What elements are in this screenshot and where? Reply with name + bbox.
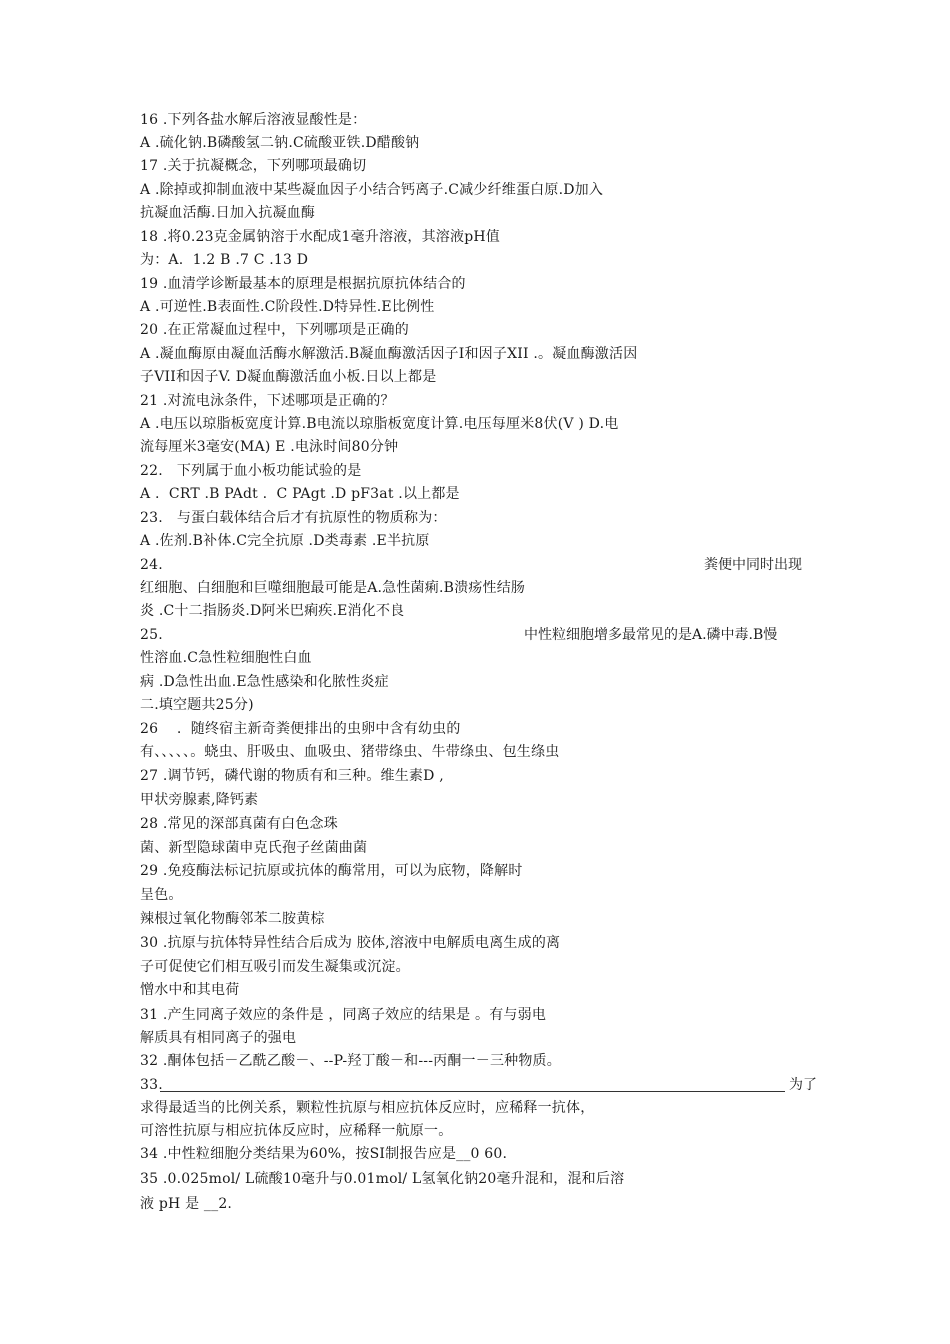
q30-answer: 憎水中和其电荷 <box>140 982 240 998</box>
q17-options: A .除掉或抑制血液中某些凝血因子小结合钙离子.C减少纤维蛋白原.D加入 <box>140 182 604 198</box>
q16-options: A .硫化钠.B磷酸氢二钠.C硫酸亚铁.D醋酸钠 <box>140 135 420 151</box>
q22-stem: 22. 下列属于血小板功能试验的是 <box>140 463 362 479</box>
q23-options: A .佐剂.B补体.C完全抗原 .D类毒素 .E半抗原 <box>140 533 430 549</box>
q32-stem: 32 .酮体包括－乙酰乙酸－、--P-羟丁酸－和---丙酮一－三种物质。 <box>140 1053 561 1069</box>
q24-options-cont: 炎 .C十二指肠炎.D阿米巴痢疾.E消化不良 <box>140 603 405 619</box>
section-heading-fill-in: 二.填空题共25分) <box>140 697 254 713</box>
q24-stem-tail: 粪便中同时出现 <box>704 557 802 573</box>
q25-options-cont: 病 .D急性出血.E急性感染和化脓性炎症 <box>140 674 389 690</box>
q18-stem: 18 .将0.23克金属钠溶于水配成1毫升溶液，其溶液pH值 <box>140 229 500 245</box>
q17-stem: 17 .关于抗凝概念，下列哪项最确切 <box>140 158 367 174</box>
q20-stem: 20 .在正常凝血过程中，下列哪项是正确的 <box>140 322 409 338</box>
q27-stem: 27 .调节钙，磷代谢的物质有和三种。维生素D , <box>140 768 444 784</box>
q26-stem: 26 . 随终宿主新奇粪便排出的虫卵中含有幼虫的 <box>140 721 461 737</box>
q24-options: 红细胞、白细胞和巨噬细胞最可能是A.急性菌痢.B溃疡性结肠 <box>140 580 526 596</box>
q21-options-cont: 流每厘米3毫安(MA) E .电泳时间80分钟 <box>140 439 399 455</box>
q23-stem: 23. 与蛋白载体结合后才有抗原性的物质称为： <box>140 510 447 526</box>
q20-options: A .凝血酶原由凝血活酶水解激活.B凝血酶激活因子I和因子XII .。凝血酶激活因 <box>140 346 638 362</box>
q20-options-cont: 子VII和因子V. D凝血酶激活血小板.日以上都是 <box>140 369 437 385</box>
q33-stem-cont-2: 可溶性抗原与相应抗体反应时，应稀释一航原一。 <box>140 1123 453 1139</box>
q25-options: 性溶血.C急性粒细胞性白血 <box>140 650 312 666</box>
q30-stem-cont: 子可促使它们相互吸引而发生凝集或沉淀。 <box>140 959 410 975</box>
q25-number: 25. <box>140 627 163 643</box>
q19-stem: 19 .血清学诊断最基本的原理是根据抗原抗体结合的 <box>140 276 466 292</box>
q31-stem: 31 .产生同离子效应的条件是 ，同离子效应的结果是 。有与弱电 <box>140 1007 547 1023</box>
q25-stem-tail: 中性粒细胞增多最常见的是A.磷中毒.B慢 <box>524 627 778 643</box>
q22-options: A . CRT .B PAdt . C PAgt .D pF3at .以上都是 <box>140 486 460 502</box>
q19-options: A .可逆性.B表面性.C阶段性.D特异性.E比例性 <box>140 299 435 315</box>
q33-answer-blank <box>160 1091 785 1092</box>
q33-stem-cont: 求得最适当的比例关系，颗粒性抗原与相应抗体反应时，应稀释一抗体， <box>140 1100 595 1116</box>
q35-stem: 35 .0.025mol/ L硫酸10毫升与0.01mol/ L氢氧化钠20毫升混和，混和后溶 <box>140 1171 625 1187</box>
q29-stem-cont: 呈色。 <box>140 887 183 903</box>
q35-stem-cont: 液 pH 是 __2. <box>140 1196 233 1212</box>
q30-stem: 30 .抗原与抗体特异性结合后成为 胶体,溶液中电解质电离生成的离 <box>140 935 561 951</box>
q31-answer: 解质具有相同离子的强电 <box>140 1030 297 1046</box>
q34-stem: 34 .中性粒细胞分类结果为60%，按SI制报告应是__0 60. <box>140 1146 508 1162</box>
q16-stem: 16 .下列各盐水解后溶液显酸性是： <box>140 112 367 128</box>
q28-stem: 28 .常见的深部真菌有白色念珠 <box>140 816 338 832</box>
q18-options: 为：A. 1.2 B .7 C .13 D <box>140 252 309 268</box>
q21-stem: 21 .对流电泳条件，下述哪项是正确的？ <box>140 393 395 409</box>
q24-number: 24. <box>140 557 163 573</box>
q29-stem: 29 .免疫酶法标记抗原或抗体的酶常用，可以为底物，降解时 <box>140 863 523 879</box>
q26-answer: 有、、、、、。蛲虫、肝吸虫、血吸虫、猪带绦虫、牛带绦虫、包生绦虫 <box>140 744 560 760</box>
q28-answer: 菌、新型隐球菌申克氏孢子丝菌曲菌 <box>140 840 368 856</box>
q27-answer: 甲状旁腺素,降钙素 <box>140 792 259 808</box>
q17-options-cont: 抗凝血活酶.日加入抗凝血酶 <box>140 205 316 221</box>
q21-options: A .电压以琼脂板宽度计算.B电流以琼脂板宽度计算.电压每厘米8伏(V ) D.电 <box>140 416 619 432</box>
q33-stem-tail: 为了 <box>789 1077 817 1093</box>
q33-number: 33. <box>140 1077 163 1093</box>
q29-answer: 辣根过氧化物酶邻苯二胺黄棕 <box>140 911 325 927</box>
